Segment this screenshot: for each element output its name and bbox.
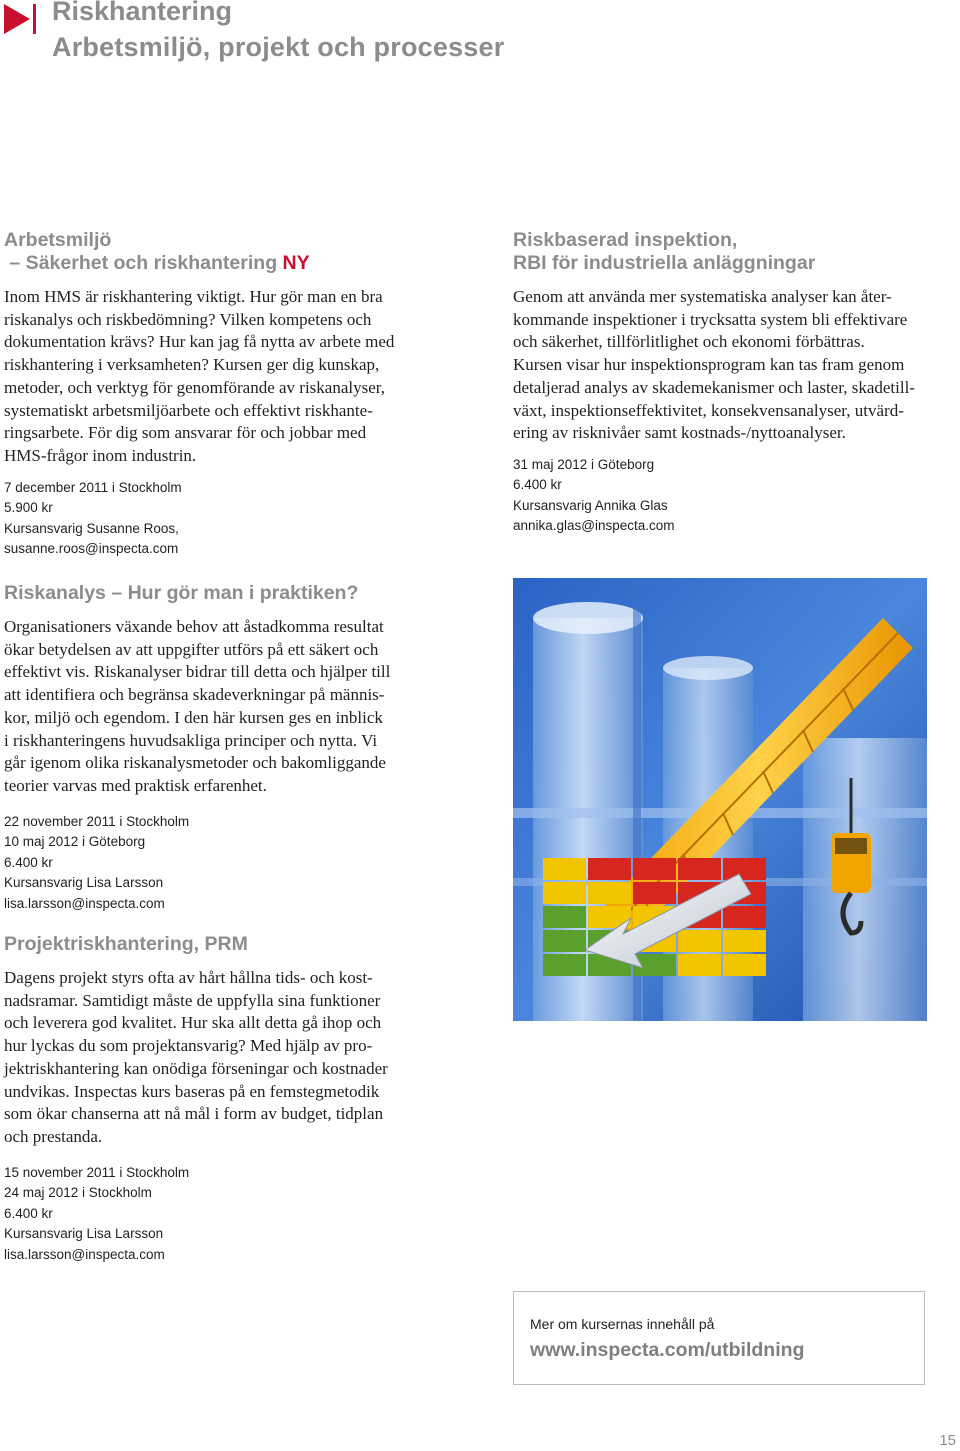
course-email[interactable]: lisa.larsson@inspecta.com <box>4 1246 165 1262</box>
risk-matrix-cell <box>588 858 631 880</box>
course-title: Projektriskhantering, PRM <box>4 933 248 955</box>
course-date: 31 maj 2012 i Göteborg <box>513 456 655 472</box>
course-title: Arbetsmiljö – Säkerhet och riskhantering NY <box>4 229 310 274</box>
course-title: Riskbaserad inspektion, RBI för industriella anläggningar <box>513 229 816 274</box>
course-contact: Kursansvarig Lisa Larsson <box>4 875 164 891</box>
course-email[interactable]: annika.glas@inspecta.com <box>513 518 675 534</box>
course-details <box>4 812 474 915</box>
course-contact: Kursansvarig Lisa Larsson <box>4 1226 164 1242</box>
risk-matrix-cell <box>678 858 721 880</box>
risk-matrix-cell <box>723 858 766 880</box>
course-details <box>4 1163 474 1266</box>
course-details <box>4 478 474 560</box>
risk-matrix-cell <box>543 882 586 904</box>
course-description: Organisationers växande behov att åstadkomma resultat ökar betydelsen av att uppgifter utförs på ett säkert och effektivt vis. Riskanalyser bidrar till detta och hjälper till att identifiera och begränsa skadeverkningar på männis- kor, miljö och egendom. I den här kursen ges en inblick i riskhanteringens huvudsakliga principer och nytta. Vi går igenom olika riskanalysmetoder och bakomliggande teorier varvas med praktisk erfarenhet. <box>4 617 391 795</box>
risk-matrix-cell <box>543 930 586 952</box>
course-date: 7 december 2011 i Stockholm <box>4 479 182 495</box>
risk-matrix <box>543 858 766 976</box>
course-contact: Kursansvarig Susanne Roos, <box>4 520 179 536</box>
course-date: 24 maj 2012 i Stockholm <box>4 1185 152 1201</box>
risk-matrix-cell <box>723 906 766 928</box>
course-date: 15 november 2011 i Stockholm <box>4 1164 190 1180</box>
more-info-lead: Mer om kursernas innehåll på <box>530 1316 715 1332</box>
course-date: 22 november 2011 i Stockholm <box>4 813 190 829</box>
course-price: 6.400 kr <box>513 477 562 493</box>
risk-matrix-cell <box>678 930 721 952</box>
risk-matrix-cell <box>723 954 766 976</box>
risk-matrix-cell <box>543 906 586 928</box>
course-price: 6.400 kr <box>4 1205 53 1221</box>
risk-matrix-cell <box>543 858 586 880</box>
course-description: Genom att använda mer systematiska analyser kan åter- kommande inspektioner i trycksatta system bli effektivare och säkerhet, tillförlitlighet och ekonomi förbättras. Kursen visar hur inspektionsprogram kan tas fram genom detaljerad analys av skademekanismer och laster, skadetill- växt, inspektionseffektivitet, konsekvensanalyser, utvärd- ering av risknivåer samt kostnads-/nyttoanalyser. <box>513 287 915 443</box>
course-riskanalys <box>4 582 474 914</box>
plant-illustration <box>513 578 927 1021</box>
course-price: 6.400 kr <box>4 854 53 870</box>
course-description: Dagens projekt styrs ofta av hårt hållna tids- och kost- nadsramar. Samtidigt måste de uppfylla sina funktioner och leverera god kvalitet. Hur ska allt detta gå ihop och hur lyckas du som projektansvarig? Med hjälp av pro- jektriskhantering kan onödiga förseningar och kostnader undvikas. Inspectas kurs baseras på en femstegmetodik som ökar chanserna att nå mål i form av budget, tidplan och prestanda. <box>4 968 388 1146</box>
course-description: Inom HMS är riskhantering viktigt. Hur gör man en bra riskanalys och riskbedömning? Vilken kompetens och dokumentation krävs? Hur kan jag få nytta av arbete med riskhantering i verksamheten? Kursen ger dig kunskap, metoder, och verktyg för genomförande av riskanalyser, systematiskt arbetsmiljöarbete och effektivt riskhante- ringsarbete. För dig som ansvarar för och jobbar med HMS-frågor inom industrin. <box>4 287 395 465</box>
course-projektriskhantering <box>4 933 474 1265</box>
new-badge: NY <box>282 252 310 274</box>
course-details <box>513 455 953 537</box>
risk-matrix-cell <box>543 954 586 976</box>
course-rbi <box>513 229 953 537</box>
risk-matrix-cell <box>588 882 631 904</box>
risk-matrix-cell <box>678 954 721 976</box>
industrial-risk-photo <box>513 578 927 1021</box>
brand-flag-icon <box>4 4 36 34</box>
course-contact: Kursansvarig Annika Glas <box>513 497 668 513</box>
more-info-box <box>513 1291 925 1385</box>
course-arbetsmiljo <box>4 229 474 560</box>
course-email[interactable]: susanne.roos@inspecta.com <box>4 541 179 557</box>
course-email[interactable]: lisa.larsson@inspecta.com <box>4 895 165 911</box>
course-title: Riskanalys – Hur gör man i praktiken? <box>4 582 359 604</box>
risk-matrix-cell <box>633 882 676 904</box>
risk-matrix-cell <box>723 930 766 952</box>
page-subtitle: Arbetsmiljö, projekt och processer <box>52 32 505 62</box>
course-date: 10 maj 2012 i Göteborg <box>4 834 146 850</box>
page-title: Riskhantering <box>52 0 233 26</box>
website-link[interactable]: www.inspecta.com/utbildning <box>530 1339 805 1361</box>
course-price: 5.900 kr <box>4 500 53 516</box>
page-number: 15 <box>939 1432 956 1449</box>
risk-matrix-cell <box>633 858 676 880</box>
